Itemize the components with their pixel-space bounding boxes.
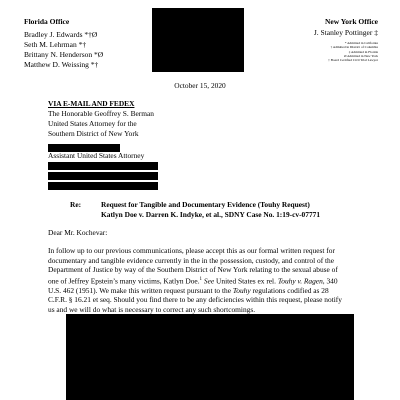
body-line: Department of Justice by way of the Southern District of New York relating to the sexual abuse of (48, 265, 338, 275)
redaction-letterhead-logo (152, 8, 244, 72)
body-paragraph (48, 246, 370, 315)
attorney-name: Matthew D. Weissing *† (24, 60, 99, 69)
body-line (48, 275, 370, 286)
admissions-list (288, 41, 378, 62)
redaction-bottom-block (66, 314, 354, 400)
body-text: one of Jeffrey Epstein’s many victims, Katlyn Doe. (48, 276, 200, 286)
admission-note: † Admitted in District of Columbia (330, 45, 378, 50)
admission-note: † Board Certified Civil Trial Lawyer (328, 58, 378, 63)
body-text: regulations codified as 28 (252, 285, 329, 295)
body-line (48, 286, 370, 296)
body-text: , 340 (322, 276, 338, 286)
admission-note: Ø Admitted in New York (343, 53, 378, 58)
citation-signal: See (203, 276, 215, 286)
recipient-title: Assistant United States Attorney (48, 151, 145, 160)
body-line: us and we will do what is necessary to correct any such shortcomings. (48, 305, 256, 315)
right-office-title: New York Office (324, 17, 378, 26)
re-case: Katlyn Doe v. Darren K. Indyke, et al., SDNY Case No. 1:19-cv-07771 (101, 210, 321, 219)
body-line: documentary and tangible evidence currently in the in the possession, custody, and control of the (48, 255, 335, 265)
case-name: Touhy (232, 285, 251, 295)
re-label: Re: (70, 200, 82, 209)
recipient-line: The Honorable Geoffrey S. Berman (48, 109, 154, 118)
recipient-line: United States Attorney for the (48, 119, 137, 128)
body-text: United States ex rel. (216, 276, 276, 286)
attorney-name: Bradley J. Edwards *†Ø (24, 30, 98, 39)
redaction-address (48, 162, 158, 170)
case-name: Touhy v. Ragen (277, 276, 323, 286)
re-subject: Request for Tangible and Documentary Evidence (Touhy Request) (101, 200, 310, 209)
delivery-method-text: VIA E-MAIL AND FEDEX (48, 99, 135, 108)
left-office-title: Florida Office (24, 17, 70, 26)
recipient-line: Southern District of New York (48, 129, 139, 138)
body-line: C.F.R. § 16.21 et seq. Should you find there to be any deficiencies within this request, please notify (48, 295, 342, 305)
attorney-name: Brittany N. Henderson *Ø (24, 50, 104, 59)
letter-date: October 15, 2020 (174, 81, 226, 90)
admission-note: * Admitted in California (344, 41, 378, 45)
body-text: U.S. 462 (1951). We make this written request pursuant to the (48, 285, 231, 295)
delivery-method (48, 99, 134, 109)
redaction-address (48, 172, 158, 180)
footnote-marker[interactable]: 1 (199, 276, 203, 282)
admission-note: ‡ Admitted in Florida (348, 49, 378, 54)
redaction-address (48, 182, 158, 190)
body-line: In follow up to our previous communications, please accept this as our formal written request for (48, 246, 335, 255)
salutation: Dear Mr. Kochevar: (48, 228, 108, 237)
attorney-name: J. Stanley Pottinger ‡ (313, 28, 378, 37)
attorney-name: Seth M. Lehrman *† (24, 40, 87, 49)
